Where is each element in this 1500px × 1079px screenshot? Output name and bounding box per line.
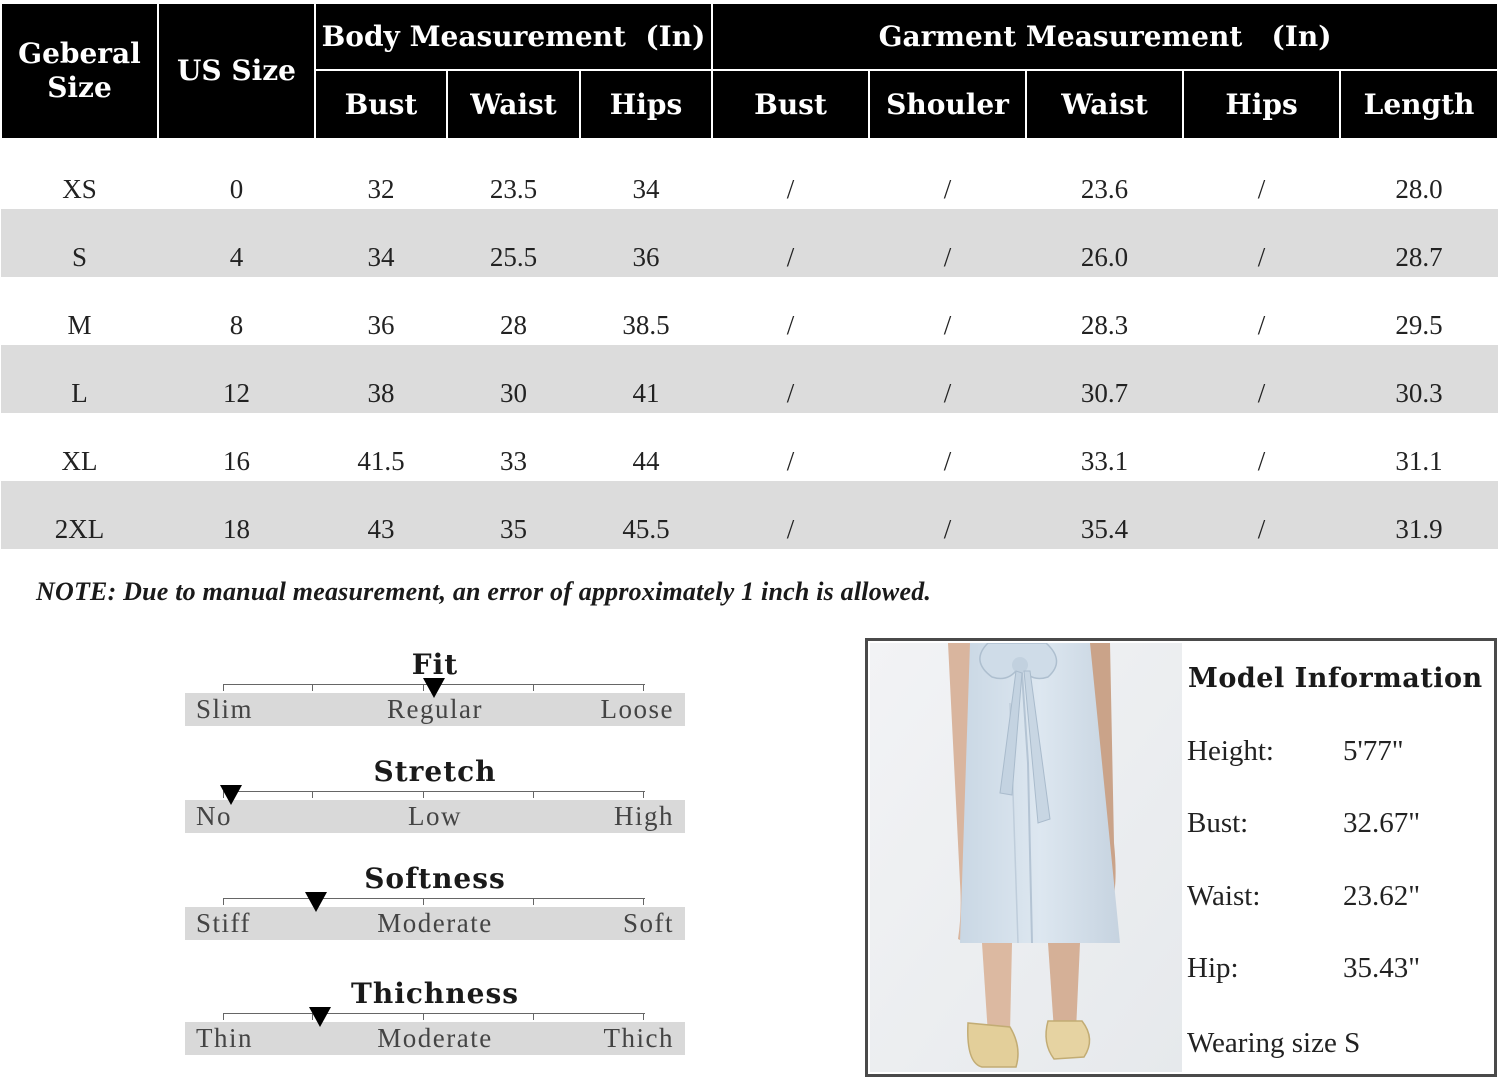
table-cell: 12 bbox=[158, 345, 315, 413]
table-cell: XL bbox=[1, 413, 158, 481]
model-bust-label: Bust: bbox=[1187, 807, 1249, 839]
table-cell: 2XL bbox=[1, 481, 158, 549]
table-row bbox=[1, 481, 1498, 549]
table-cell: 28.7 bbox=[1340, 209, 1498, 277]
size-chart-table bbox=[0, 2, 1499, 549]
model-info-box bbox=[865, 638, 1497, 1077]
scale-softness bbox=[185, 862, 685, 942]
model-wearing-size: Wearing size S bbox=[1187, 1027, 1361, 1059]
scale-option-left: Stiff bbox=[196, 908, 252, 938]
table-cell: / bbox=[712, 139, 869, 209]
table-cell: / bbox=[869, 413, 1026, 481]
table-cell: 28.0 bbox=[1340, 139, 1498, 209]
table-cell: 8 bbox=[158, 277, 315, 345]
table-cell: / bbox=[712, 413, 869, 481]
scale-marker-stretch bbox=[220, 785, 242, 805]
header-body-waist: Waist bbox=[447, 70, 580, 139]
table-cell: / bbox=[1183, 277, 1340, 345]
table-cell: 4 bbox=[158, 209, 315, 277]
scale-option-left: Thin bbox=[196, 1023, 253, 1053]
model-bust-value: 32.67" bbox=[1343, 807, 1421, 839]
scale-line bbox=[223, 1013, 645, 1014]
table-cell: 32 bbox=[315, 139, 447, 209]
table-cell: 16 bbox=[158, 413, 315, 481]
table-cell: 38 bbox=[315, 345, 447, 413]
table-cell: 18 bbox=[158, 481, 315, 549]
scale-title: Thichness bbox=[351, 977, 519, 1010]
table-cell: / bbox=[712, 481, 869, 549]
header-garment-hips: Hips bbox=[1183, 70, 1340, 139]
table-cell: L bbox=[1, 345, 158, 413]
table-cell: / bbox=[1183, 209, 1340, 277]
table-cell: 30 bbox=[447, 345, 580, 413]
scale-option-left: No bbox=[196, 801, 232, 831]
table-cell: / bbox=[869, 345, 1026, 413]
model-skirt-illustration bbox=[870, 643, 1182, 1072]
table-cell: S bbox=[1, 209, 158, 277]
scale-option-right: Thich bbox=[603, 1023, 674, 1053]
scale-option-middle: Moderate bbox=[377, 908, 493, 938]
scale-tick bbox=[223, 1013, 224, 1020]
table-cell: 26.0 bbox=[1026, 209, 1183, 277]
model-hip-label: Hip: bbox=[1187, 952, 1239, 984]
scale-tick bbox=[643, 684, 644, 691]
table-cell: 35.4 bbox=[1026, 481, 1183, 549]
model-height-value: 5'77" bbox=[1343, 735, 1404, 767]
scale-option-middle: Regular bbox=[387, 694, 483, 724]
table-cell: 33 bbox=[447, 413, 580, 481]
scale-tick bbox=[312, 684, 313, 691]
table-cell: XS bbox=[1, 139, 158, 209]
scale-option-left: Slim bbox=[196, 694, 254, 724]
table-row bbox=[1, 277, 1498, 345]
scale-tick bbox=[223, 684, 224, 691]
table-cell: / bbox=[1183, 139, 1340, 209]
scale-tick bbox=[643, 1013, 644, 1020]
table-cell: 34 bbox=[580, 139, 712, 209]
scale-option-middle: Low bbox=[408, 801, 462, 831]
header-garment-bust: Bust bbox=[712, 70, 869, 139]
table-cell: / bbox=[869, 209, 1026, 277]
table-cell: 28.3 bbox=[1026, 277, 1183, 345]
scale-title: Fit bbox=[411, 648, 459, 681]
model-info-title: Model Information bbox=[1188, 663, 1483, 694]
model-waist-label: Waist: bbox=[1187, 880, 1261, 912]
header-garment-shoulder: Shouler bbox=[869, 70, 1026, 139]
scale-bar bbox=[185, 1022, 685, 1055]
table-cell: 31.9 bbox=[1340, 481, 1498, 549]
scale-title: Stretch bbox=[373, 755, 497, 788]
table-cell: / bbox=[1183, 481, 1340, 549]
table-cell: 29.5 bbox=[1340, 277, 1498, 345]
table-cell: / bbox=[712, 277, 869, 345]
scale-tick bbox=[423, 898, 424, 905]
scale-marker-thichness bbox=[309, 1007, 331, 1027]
table-cell: / bbox=[1183, 345, 1340, 413]
scale-bar bbox=[185, 907, 685, 940]
table-cell: 31.1 bbox=[1340, 413, 1498, 481]
table-cell: / bbox=[869, 481, 1026, 549]
table-row bbox=[1, 345, 1498, 413]
model-height-label: Height: bbox=[1187, 735, 1274, 767]
scale-stretch bbox=[185, 755, 685, 835]
scale-line bbox=[223, 791, 645, 792]
scale-option-right: Loose bbox=[600, 694, 674, 724]
scale-tick bbox=[533, 1013, 534, 1020]
table-cell: 33.1 bbox=[1026, 413, 1183, 481]
scale-tick bbox=[423, 791, 424, 798]
table-cell: 36 bbox=[315, 277, 447, 345]
table-row bbox=[1, 209, 1498, 277]
header-body-measurement: Body Measurement (In) bbox=[315, 3, 712, 70]
table-cell: 36 bbox=[580, 209, 712, 277]
scale-option-right: Soft bbox=[622, 908, 674, 938]
header-body-bust: Bust bbox=[315, 70, 447, 139]
table-cell: 43 bbox=[315, 481, 447, 549]
table-cell: / bbox=[869, 277, 1026, 345]
table-cell: 38.5 bbox=[580, 277, 712, 345]
header-body-hips: Hips bbox=[580, 70, 712, 139]
table-cell: 30.7 bbox=[1026, 345, 1183, 413]
scale-tick bbox=[312, 791, 313, 798]
header-garment-length: Length bbox=[1340, 70, 1498, 139]
scale-tick bbox=[423, 1013, 424, 1020]
scale-tick bbox=[533, 791, 534, 798]
table-cell: / bbox=[869, 139, 1026, 209]
scale-title: Softness bbox=[364, 862, 506, 895]
table-cell: 45.5 bbox=[580, 481, 712, 549]
scale-option-right: High bbox=[614, 801, 674, 831]
scale-marker-softness bbox=[305, 892, 327, 912]
header-general-size: Geberal Size bbox=[1, 3, 158, 139]
model-waist-value: 23.62" bbox=[1343, 880, 1421, 912]
table-cell: 0 bbox=[158, 139, 315, 209]
table-cell: 23.5 bbox=[447, 139, 580, 209]
table-cell: 30.3 bbox=[1340, 345, 1498, 413]
table-row bbox=[1, 139, 1498, 209]
table-cell: / bbox=[1183, 413, 1340, 481]
scale-option-middle: Moderate bbox=[377, 1023, 493, 1053]
table-cell: 28 bbox=[447, 277, 580, 345]
model-photo bbox=[870, 643, 1182, 1072]
table-cell: 34 bbox=[315, 209, 447, 277]
table-cell: 35 bbox=[447, 481, 580, 549]
scale-fit bbox=[185, 648, 685, 728]
scale-tick bbox=[223, 898, 224, 905]
table-cell: / bbox=[712, 345, 869, 413]
header-garment-measurement: Garment Measurement (In) bbox=[712, 3, 1498, 70]
scale-tick bbox=[533, 684, 534, 691]
header-us-size: US Size bbox=[158, 3, 315, 139]
measurement-note: NOTE: Due to manual measurement, an error of approximately 1 inch is allowed. bbox=[36, 577, 932, 606]
table-cell: M bbox=[1, 277, 158, 345]
table-cell: 25.5 bbox=[447, 209, 580, 277]
scale-marker-fit bbox=[423, 678, 445, 698]
table-cell: 41 bbox=[580, 345, 712, 413]
scale-thichness bbox=[185, 977, 685, 1057]
table-cell: 23.6 bbox=[1026, 139, 1183, 209]
scale-bar bbox=[185, 800, 685, 833]
scale-tick bbox=[533, 898, 534, 905]
header-garment-waist: Waist bbox=[1026, 70, 1183, 139]
model-hip-value: 35.43" bbox=[1343, 952, 1421, 984]
scale-line bbox=[223, 898, 645, 899]
table-cell: 44 bbox=[580, 413, 712, 481]
table-cell: / bbox=[712, 209, 869, 277]
scale-tick bbox=[643, 898, 644, 905]
table-cell: 41.5 bbox=[315, 413, 447, 481]
scale-tick bbox=[643, 791, 644, 798]
table-row bbox=[1, 413, 1498, 481]
